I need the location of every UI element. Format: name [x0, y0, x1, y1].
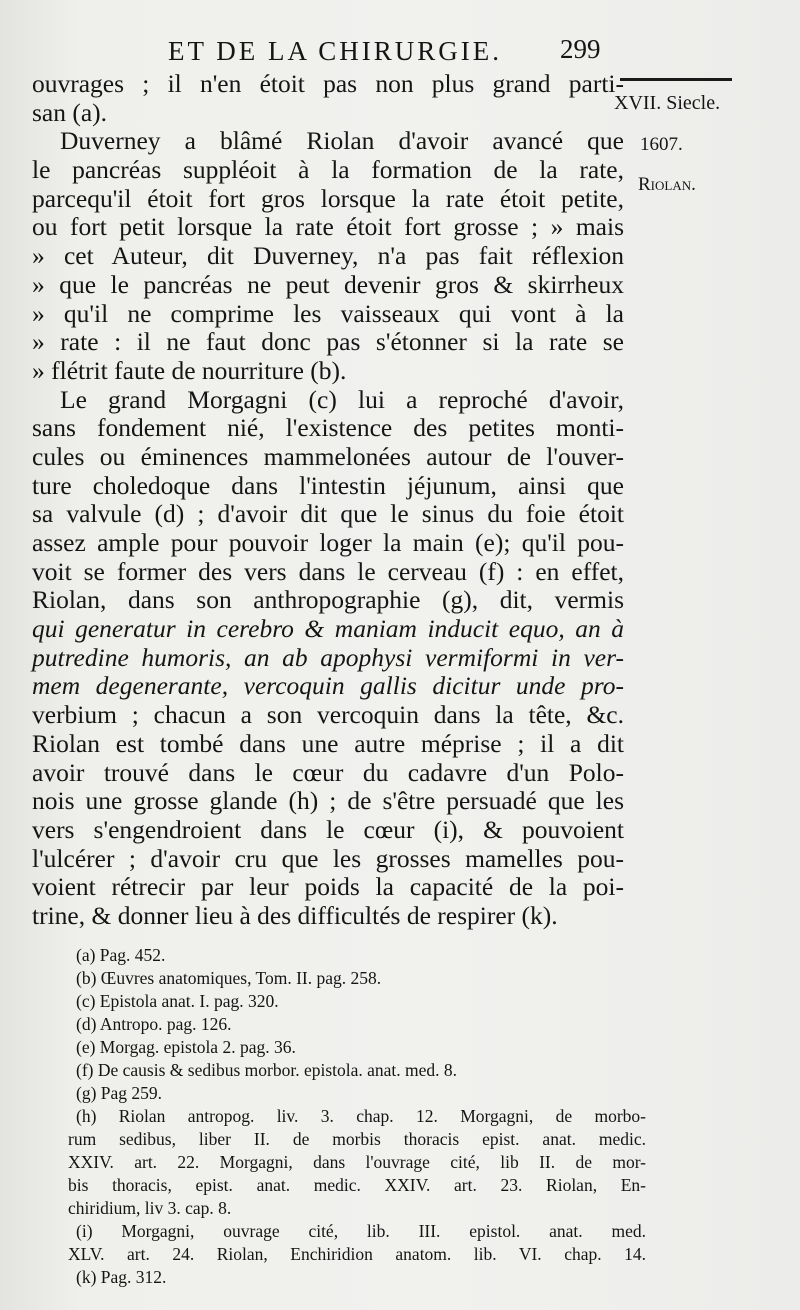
footnotes: [68, 944, 646, 1289]
text-line: avoir trouvé dans le cœur du cadavre d'un Polo-: [32, 757, 624, 787]
footnote-h-continuation: bis thoracis, epist. anat. medic. XXIV. art. 23. Riolan, En-: [68, 1175, 646, 1195]
text-line: verbium ; chacun a son vercoquin dans la tête, &c.: [32, 700, 624, 730]
margin-note-name: Riolan.: [638, 174, 696, 195]
text-line: ouvrages ; il n'en étoit pas non plus grand parti-: [32, 69, 624, 98]
text-line: parcequ'il étoit fort gros lorsque la rate étoit petite,: [32, 183, 624, 213]
footnote-f: (f) De causis & sedibus morbor. epistola. anat. med. 8.: [76, 1060, 458, 1080]
text-line: l'ulcérer ; d'avoir cru que les grosses mamelles pou-: [32, 843, 624, 873]
margin-note-year: 1607.: [640, 134, 683, 155]
text-line: » flétrit faute de nourriture (b).: [32, 355, 347, 385]
text-line: trine, & donner lieu à des difficultés de respirer (k).: [32, 900, 558, 930]
margin-note-century: XVII. Siecle.: [614, 92, 721, 114]
text-line: ou fort petit lorsque la rate étoit fort grosse ; » mais: [32, 212, 624, 242]
footnote-g: (g) Pag 259.: [76, 1083, 163, 1103]
text-line: » que le pancréas ne peut devenir gros & skirrheux: [32, 269, 624, 299]
text-line: ture choledoque dans l'intestin jéjunum, ainsi que: [32, 470, 624, 500]
footnote-a: (a) Pag. 452.: [76, 945, 166, 965]
text-line: Le grand Morgagni (c) lui a reproché d'avoir,: [60, 384, 624, 414]
text-line: » qu'il ne comprime les vaisseaux qui vont à la: [32, 298, 624, 328]
text-line: voient rétrecir par leur poids la capacité de la poi-: [32, 872, 624, 902]
footnote-h-continuation: chiridium, liv 3. cap. 8.: [68, 1198, 232, 1218]
footnote-e: (e) Morgag. epistola 2. pag. 36.: [76, 1037, 296, 1057]
footnote-h-continuation: rum sedibus, liber II. de morbis thoracis epist. anat. medic.: [68, 1129, 646, 1149]
text-line: assez ample pour pouvoir loger la main (e); qu'il pou-: [32, 528, 624, 557]
footnote-c: (c) Epistola anat. I. pag. 320.: [76, 991, 279, 1011]
text-line: le pancréas suppléoit à la formation de la rate,: [32, 155, 624, 185]
footnote-k: (k) Pag. 312.: [76, 1267, 167, 1287]
text-line: » rate : il ne faut donc pas s'étonner si la rate se: [32, 327, 624, 357]
footnote-b: (b) Œuvres anatomiques, Tom. II. pag. 258.: [76, 968, 382, 988]
footnote-d: (d) Antropo. pag. 126.: [76, 1014, 232, 1034]
text-line: sans fondement nié, l'existence des petites monti-: [32, 413, 624, 443]
margin-rule: [620, 78, 732, 81]
text-line: san (a).: [32, 97, 108, 127]
text-line: Riolan, dans son anthropographie (g), dit, vermis: [32, 585, 624, 615]
text-line: Riolan est tombé dans une autre méprise ; il a dit: [32, 728, 624, 758]
text-line-latin: mem degenerante, vercoquin gallis dicitur unde pro-: [32, 671, 624, 701]
text-line: cules ou éminences mammelonées autour de l'ouver-: [32, 441, 624, 471]
text-line: nois une grosse glande (h) ; de s'être persuadé que les: [32, 786, 624, 816]
page-number: 299: [560, 34, 601, 64]
text-line-latin: qui generatur in cerebro & maniam inducit equo, an à: [32, 614, 624, 644]
text-line: » cet Auteur, dit Duverney, n'a pas fait réflexion: [32, 241, 624, 271]
text-line: vers s'engendroient dans le cœur (i), & pouvoient: [32, 814, 624, 844]
running-head: ET DE LA CHIRURGIE.: [168, 36, 502, 66]
footnote-i: (i) Morgagni, ouvrage cité, lib. III. epistol. anat. med.: [76, 1221, 646, 1241]
text-line: voit se former des vers dans le cerveau (f) : en effet,: [32, 556, 624, 586]
footnote-h: (h) Riolan antropog. liv. 3. chap. 12. Morgagni, de morbo-: [76, 1106, 646, 1126]
text-line: Duverney a blâmé Riolan d'avoir avancé que: [60, 126, 624, 156]
footnote-i-continuation: XLV. art. 24. Riolan, Enchiridion anatom. lib. VI. chap. 14.: [68, 1244, 646, 1264]
text-line-latin: putredine humoris, an ab apophysi vermiformi in ver-: [32, 642, 624, 672]
text-line: sa valvule (d) ; d'avoir dit que le sinus du foie étoit: [32, 499, 624, 529]
body-text: [32, 70, 624, 931]
footnote-h-continuation: XXIV. art. 22. Morgagni, dans l'ouvrage cité, lib II. de mor-: [68, 1152, 646, 1172]
